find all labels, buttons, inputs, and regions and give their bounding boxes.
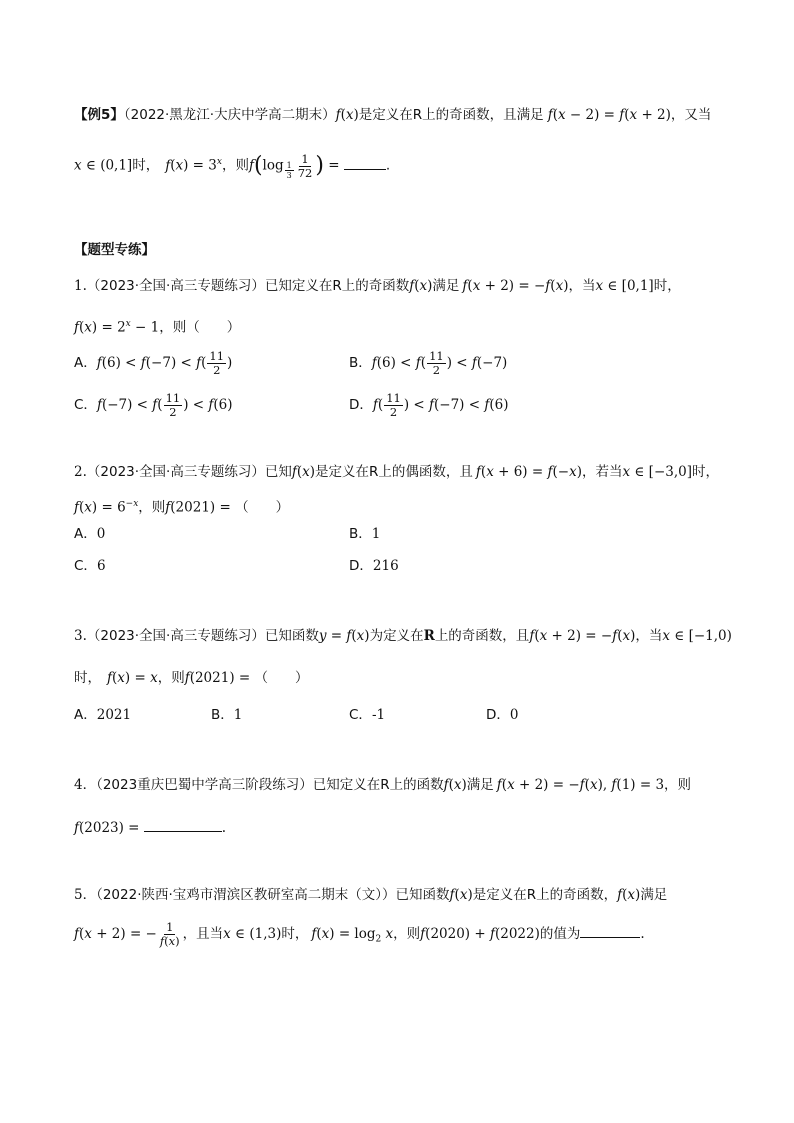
math: R [423, 628, 435, 644]
example-text: 时， [132, 157, 160, 174]
option-value: 1 [233, 707, 243, 723]
example5-line2: x ∈ (0,1]时， $f(x) = 3^x$，则f(log $_{\frac{1}{3}}$ $\frac{1}{72}$ ) = . [74, 151, 391, 181]
question-text: ，则 [138, 499, 166, 516]
q5-stem-line1: 5．（2022·陕西·宝鸡市渭滨区教研室高二期末（文））已知函数f(x)是定义在R上的奇函数，f(x)满足 [74, 887, 668, 903]
question-number: 1. [74, 278, 87, 294]
question-text: 的值为 [539, 926, 581, 942]
q4-stem-line2: f(2023) = . [74, 817, 226, 838]
option-letter: D． [349, 397, 373, 413]
q1-option-c[interactable]: C．f(−7) < f( $\frac{11}{2}$ ) < f(6) [74, 391, 233, 419]
question-text: . [221, 820, 227, 836]
question-text: ，则（ ） [159, 319, 241, 336]
q3-option-d[interactable] [486, 705, 519, 725]
option-value: 6 [96, 558, 106, 574]
question-text: 为定义在 [369, 628, 424, 644]
question-text: 时， [653, 278, 681, 294]
question-text: 满足 [466, 777, 494, 793]
example-text: ，则 [221, 157, 249, 174]
option-letter: A． [74, 707, 97, 723]
option-letter: D． [349, 558, 373, 574]
q1-option-a[interactable]: A．f(6) < f(−7) < f( $\frac{11}{2}$ ) [74, 349, 233, 377]
q1-option-d[interactable]: D．f( $\frac{11}{2}$ ) < f(−7) < f(6) [349, 391, 509, 419]
option-letter: A． [74, 526, 97, 542]
answer-blank[interactable] [580, 923, 640, 938]
option-letter: B． [211, 707, 234, 723]
example-text: 是定义在R上的奇函数，且满足 [358, 107, 544, 123]
question-text: 满足 [640, 887, 668, 903]
q5-stem-line2: f(x + 2) = − $\frac{1}{f(x)}$ ，且当x ∈ (1,3)时， $f(x) = \log_2 x$，则f(2020) + f(2022)的值为 . [74, 920, 645, 948]
question-text: 时， [74, 670, 101, 686]
question-text: ，则 [157, 670, 185, 686]
question-text: 已知函数 [264, 628, 319, 644]
question-source: （2022·陕西·宝鸡市渭滨区教研室高二期末（文）） [96, 887, 396, 903]
option-value: -1 [371, 707, 386, 723]
question-number: 3. [74, 628, 87, 644]
question-text: ，则 [664, 777, 692, 793]
question-source: （2023·全国·高三专题练习） [86, 278, 265, 294]
answer-blank[interactable] [144, 817, 222, 832]
question-text: . [640, 926, 645, 942]
q1-stem-line1: 1.（2023·全国·高三专题练习）已知定义在R上的奇函数f(x)满足 f(x + 2) = −f(x)，当x ∈ [0,1]时， [74, 278, 681, 294]
question-text: ，若当 [581, 464, 623, 480]
q2-option-b[interactable] [349, 524, 380, 544]
answer-blank[interactable] [344, 155, 386, 170]
option-letter: D． [486, 707, 510, 723]
example-source: （2022·黑龙江·大庆中学高二期末） [123, 107, 336, 123]
question-text: （ ） [235, 499, 290, 516]
option-value: 216 [372, 558, 399, 574]
q3-option-b[interactable] [211, 705, 242, 725]
question-source: （2023·全国·高三专题练习） [86, 464, 265, 480]
q3-stem-line2: 时， f(x) = x，则f(2021) = （ ） [74, 670, 309, 686]
question-text: 时， [281, 926, 309, 942]
question-text: 已知定义在R上的奇函数 [264, 278, 410, 294]
q2-option-c[interactable] [74, 556, 106, 576]
q1-stem-line2: $f(x) = 2^x - 1$，则（ ） [74, 319, 241, 336]
question-source: （2023重庆巴蜀中学高三阶段练习） [96, 777, 313, 793]
q2-stem-line2: $f(x) = 6^{-x}$，则f(2021) = （ ） [74, 499, 290, 516]
question-text: ，则 [393, 926, 421, 942]
example-label: 【例5】 [74, 107, 124, 123]
option-letter: B． [349, 355, 372, 371]
q2-option-a[interactable] [74, 524, 105, 544]
q1-option-b[interactable]: B．f(6) < f( $\frac{11}{2}$ ) < f(−7) [349, 349, 508, 377]
option-letter: C． [74, 558, 97, 574]
question-number: 5． [74, 887, 97, 903]
q4-stem-line1: 4．（2023重庆巴蜀中学高三阶段练习）已知定义在R上的函数f(x)满足 f(x + 2) = −f(x), f(1) = 3，则 [74, 777, 692, 793]
q2-option-d[interactable] [349, 556, 399, 576]
question-number: 4． [74, 777, 97, 793]
question-text: ，当 [568, 278, 596, 294]
question-text: （ ） [254, 670, 309, 686]
question-text: 时， [692, 464, 719, 480]
example-text: ，又当 [670, 107, 712, 123]
q3-option-c[interactable] [349, 705, 385, 725]
question-source: （2023·全国·高三专题练习） [86, 628, 265, 644]
q3-stem-line1: 3.（2023·全国·高三专题练习）已知函数y = f(x)为定义在R上的奇函数，且f(x + 2) = −f(x)，当x ∈ [−1,0) [74, 628, 732, 644]
question-number: 2. [74, 464, 87, 480]
q3-option-a[interactable] [74, 705, 131, 725]
question-text: ，当 [635, 628, 663, 644]
question-text: 满足 [432, 278, 460, 294]
option-letter: B． [349, 526, 372, 542]
math: f [335, 107, 341, 123]
option-letter: C． [349, 707, 372, 723]
question-text: 已知函数 [395, 887, 450, 903]
option-letter: C． [74, 397, 97, 413]
question-text: 已知定义在R上的函数 [312, 777, 444, 793]
option-value: 1 [371, 526, 381, 542]
option-value: 0 [96, 526, 106, 542]
question-text: 已知 [264, 464, 292, 480]
question-text: 上的奇函数，且 [434, 628, 530, 644]
example-text: . [385, 157, 391, 174]
section-title: 【题型专练】 [74, 242, 155, 258]
question-text: 是定义在R上的偶函数，且 [315, 464, 473, 480]
question-text: ，且当 [182, 926, 224, 942]
option-letter: A． [74, 355, 97, 371]
q2-stem-line1: 2.（2023·全国·高三专题练习）已知f(x)是定义在R上的偶函数，且 f(x + 6) = f(−x)，若当x ∈ [−3,0]时， [74, 464, 719, 480]
option-value: 2021 [96, 707, 132, 723]
question-text: 是定义在R上的奇函数， [472, 887, 618, 903]
option-value: 0 [509, 707, 519, 723]
example5-line1: 【例5】（2022·黑龙江·大庆中学高二期末）f(x)是定义在R上的奇函数，且满足 f(x − 2) = f(x + 2)，又当 [74, 107, 712, 123]
